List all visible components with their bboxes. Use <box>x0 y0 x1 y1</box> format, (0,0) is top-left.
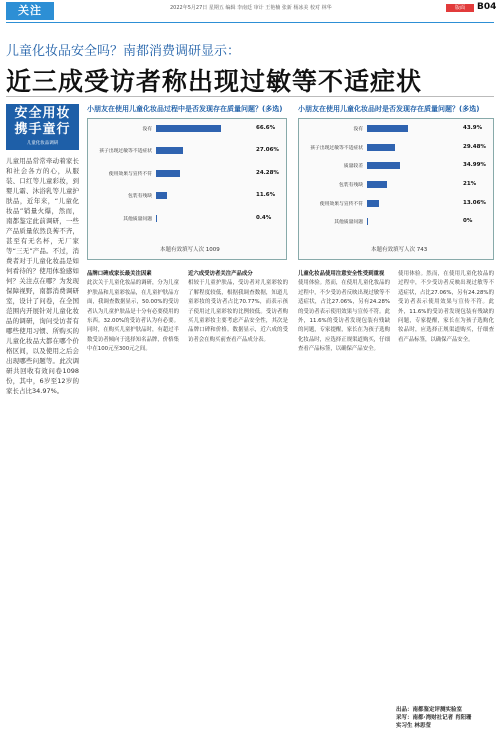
body-text-4: 使用体验。然而，在使用儿童化妆品的过程中，不少受访者反映出现过敏等不适症状，占比27.06%，另有24.28%的受访者表示使用效果与宣传不符。此外，11.6%的受访者发现包装有残缺的问题，专家提醒，家长在为孩子选购化妆品时，应选择正规渠道购买，仔细查看产品标签，以确保产品安全。 <box>398 271 494 343</box>
bar-value-label: 0.4% <box>256 214 272 221</box>
body-text-2: 相较于儿童护肤品，受访者对儿童彩妆的了解程度较低，根据我调查数据，知道儿童彩妆的受访者占比70.77%，而表示孩子使用过儿童彩妆的比例较低。受访者购买儿童彩妆主要考虑产品安全性，其次是品牌口碑和价格。数据显示，近六成的受访者会在购买前查看产品成分表。 <box>188 280 288 343</box>
header-rule <box>6 22 494 23</box>
bar-value-label: 0% <box>463 218 473 225</box>
chart-frame <box>298 118 494 260</box>
bar <box>156 147 183 154</box>
bar-category-label: 使用效果与宣传不符 <box>319 201 363 207</box>
body-column-4 <box>398 270 494 345</box>
bar-category-label: 包装有残缺 <box>339 183 363 188</box>
bar-value-label: 11.6% <box>256 192 276 199</box>
body-column-1 <box>87 270 179 355</box>
bar-value-label: 66.6% <box>256 125 276 131</box>
page-header <box>0 0 500 22</box>
bar-category-label: 其他质量问题 <box>334 220 363 226</box>
article-headline: 近三成受访者称出现过敏等不适症状 <box>6 67 423 96</box>
article-subtitle: 儿童化妆品安全吗？南都消费调研显示： <box>6 44 241 59</box>
bar-chart-1 <box>87 104 287 253</box>
bar <box>156 215 157 222</box>
bar-value-label: 34.99% <box>463 162 486 169</box>
body-column-3 <box>298 270 390 355</box>
bar-value-label: 13.06% <box>463 199 486 206</box>
bar-category-label: 质量较差 <box>343 164 363 170</box>
bar <box>367 162 400 169</box>
bar-category-label: 孩子出现过敏等不适症状 <box>99 149 152 155</box>
section-tag: 关注 <box>6 2 54 20</box>
bar <box>367 144 395 151</box>
chart-frame <box>87 118 287 260</box>
bar <box>367 218 368 225</box>
bar <box>367 181 387 188</box>
sidebar-intro-text: 儿童用品常常牵动着家长和社会各方的心，从服装、口红等儿童彩妆，到婴儿霜、沐浴乳等儿童护肤品，近年来，“儿童化妆品”销量火爆，然而，南都鉴定此前调研，一些产品质量依然良莠不齐，甚至有无名杯，无厂家等“三无”产品。不过，消费者对于儿童化妆品是如何看待的？使用体验感如何？关注点在哪？为发现保障视野，南都消费调研室，设计了问卷，在全国范围内开展针对儿童化妆品的调研，询问受访者有哪些使用习惯、所购买的儿童化妆品大都在哪个价格区间，以及使用之后会出现哪些问题等。此次调研共回收有效问卷1098份，其中，6岁至12岁的家长占比34.97%。 <box>6 157 79 395</box>
chart-title: 小朋友在使用儿童化妆品时是否发现存在质量问题？(多选) <box>298 105 480 113</box>
bar <box>367 125 408 132</box>
edition-meta: 2022年5月27日 星期五 编辑 李南廷 审计 王艳楠 张新 杨冰美 校对 林华 <box>170 5 332 11</box>
bar-value-label: 43.9% <box>463 125 483 131</box>
bar <box>156 192 167 199</box>
column-logo <box>6 104 79 150</box>
headline-rule <box>6 96 494 97</box>
body-text-1: 此次关于儿童化妆品的调研，分为儿童护肤品和儿童彩妆品，在儿童护肤品方面，我调查数据显示，50.00%的受访者认为儿童护肤品是十分有必要使用的东西。32.00%的受访者认为有必要。同时，在购买儿童护肤品时，有超过半数受访者倾向于选择知名品牌，价格集中在100元至300元之间。 <box>87 280 179 353</box>
bar-category-label: 其他质量问题 <box>123 216 152 222</box>
bar <box>156 125 221 132</box>
section-heading-1: 品牌口碑成家长最关注因素 <box>87 271 152 277</box>
section-heading-2: 近六成受访者关注产品成分 <box>188 271 253 277</box>
page-number: B04 <box>477 2 497 12</box>
color-badge: 版面 <box>446 4 474 12</box>
bar-category-label: 包装有残缺 <box>128 194 152 200</box>
body-column-2 <box>188 270 288 345</box>
bar-category-label: 孩子出现过敏等不适症状 <box>310 145 363 151</box>
bar-value-label: 21% <box>463 181 477 187</box>
section-heading-3: 儿童化妆品使用注意安全性受到重视 <box>298 271 385 277</box>
column-subtitle: 儿童化妆品调研 <box>26 141 59 146</box>
bar-value-label: 27.06% <box>256 147 279 154</box>
bar <box>156 170 180 177</box>
chart-footer: 本题有效填写人次 1009 <box>160 247 220 253</box>
chart-footer: 本题有效填写人次 743 <box>371 247 428 253</box>
column-title: 安全用妆 携手童行 <box>14 106 71 137</box>
chart-title: 小朋友在使用儿童化妆品过程中是否发现存在质量问题？(多选) <box>87 105 283 113</box>
bar-category-label: 没有 <box>353 127 363 132</box>
bar-value-label: 29.48% <box>463 143 486 150</box>
bar-category-label: 使用效果与宣传不符 <box>108 171 152 177</box>
bar-category-label: 没有 <box>142 127 152 132</box>
body-text-3: 使用体验。然而，在使用儿童化妆品的过程中，不少受访者反映出现过敏等不适症状，占比27.06%，另有24.28%的受访者表示使用效果与宣传不符。此外，11.6%的受访者发现包装有残缺的问题，专家提醒，家长在为孩子选购化妆品时，应选择正规渠道购买，仔细查看产品标签，以确保产品安全。 <box>298 280 390 353</box>
bar-value-label: 24.28% <box>256 169 279 176</box>
bar <box>367 200 379 207</box>
bar-chart-2 <box>298 104 494 253</box>
article-credits: 出品：南都鉴定评测实验室 采写：南都·湾财社记者 肖阳珊 实习生 林思莹 <box>396 707 472 729</box>
